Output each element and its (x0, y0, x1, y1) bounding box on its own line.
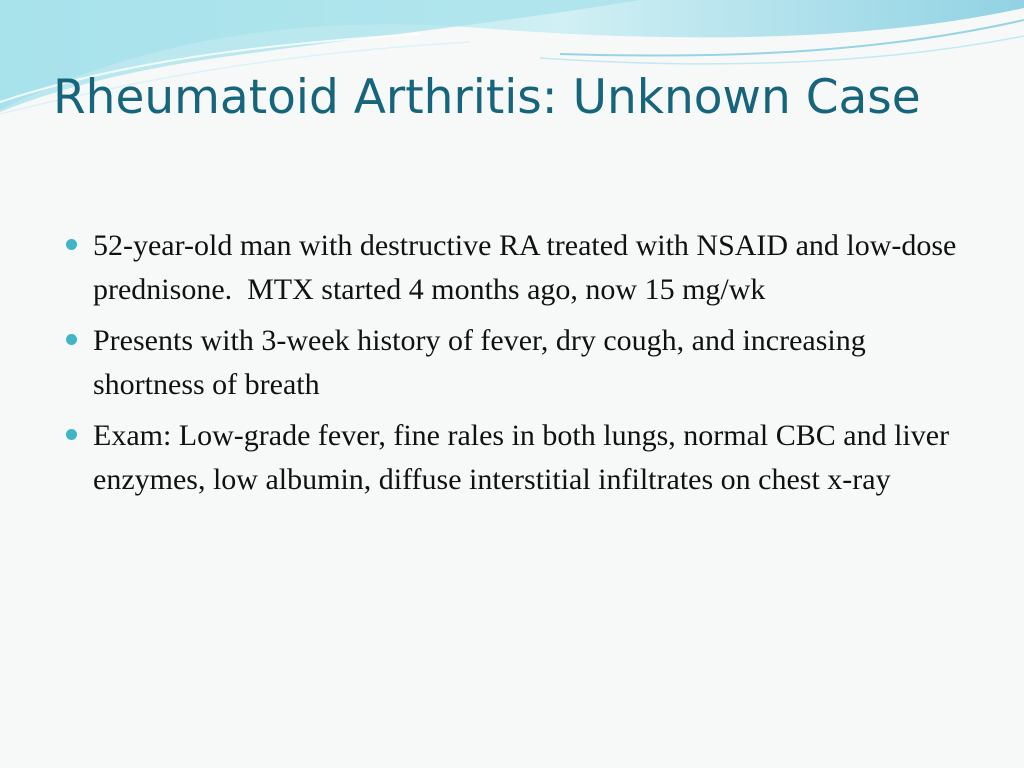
slide-title: Rheumatoid Arthritis: Unknown Case (53, 70, 921, 125)
bullet-list (62, 224, 962, 509)
bullet-text: Presents with 3-week history of fever, dry cough, and increasing shortness of breath (93, 324, 874, 401)
bullet-item (62, 414, 962, 502)
bullet-dot-icon (66, 239, 77, 250)
bullet-item (62, 319, 962, 407)
bullet-dot-icon (66, 429, 77, 440)
bullet-item (62, 224, 962, 312)
bullet-dot-icon (66, 334, 77, 345)
bullet-text: 52-year-old man with destructive RA treated with NSAID and low-dose prednisone. MTX started 4 months ago, now 15 mg/wk (93, 229, 964, 306)
bullet-text: Exam: Low-grade fever, fine rales in both lungs, normal CBC and liver enzymes, low albumin, diffuse interstitial infiltrates on chest x-ray (93, 419, 957, 496)
